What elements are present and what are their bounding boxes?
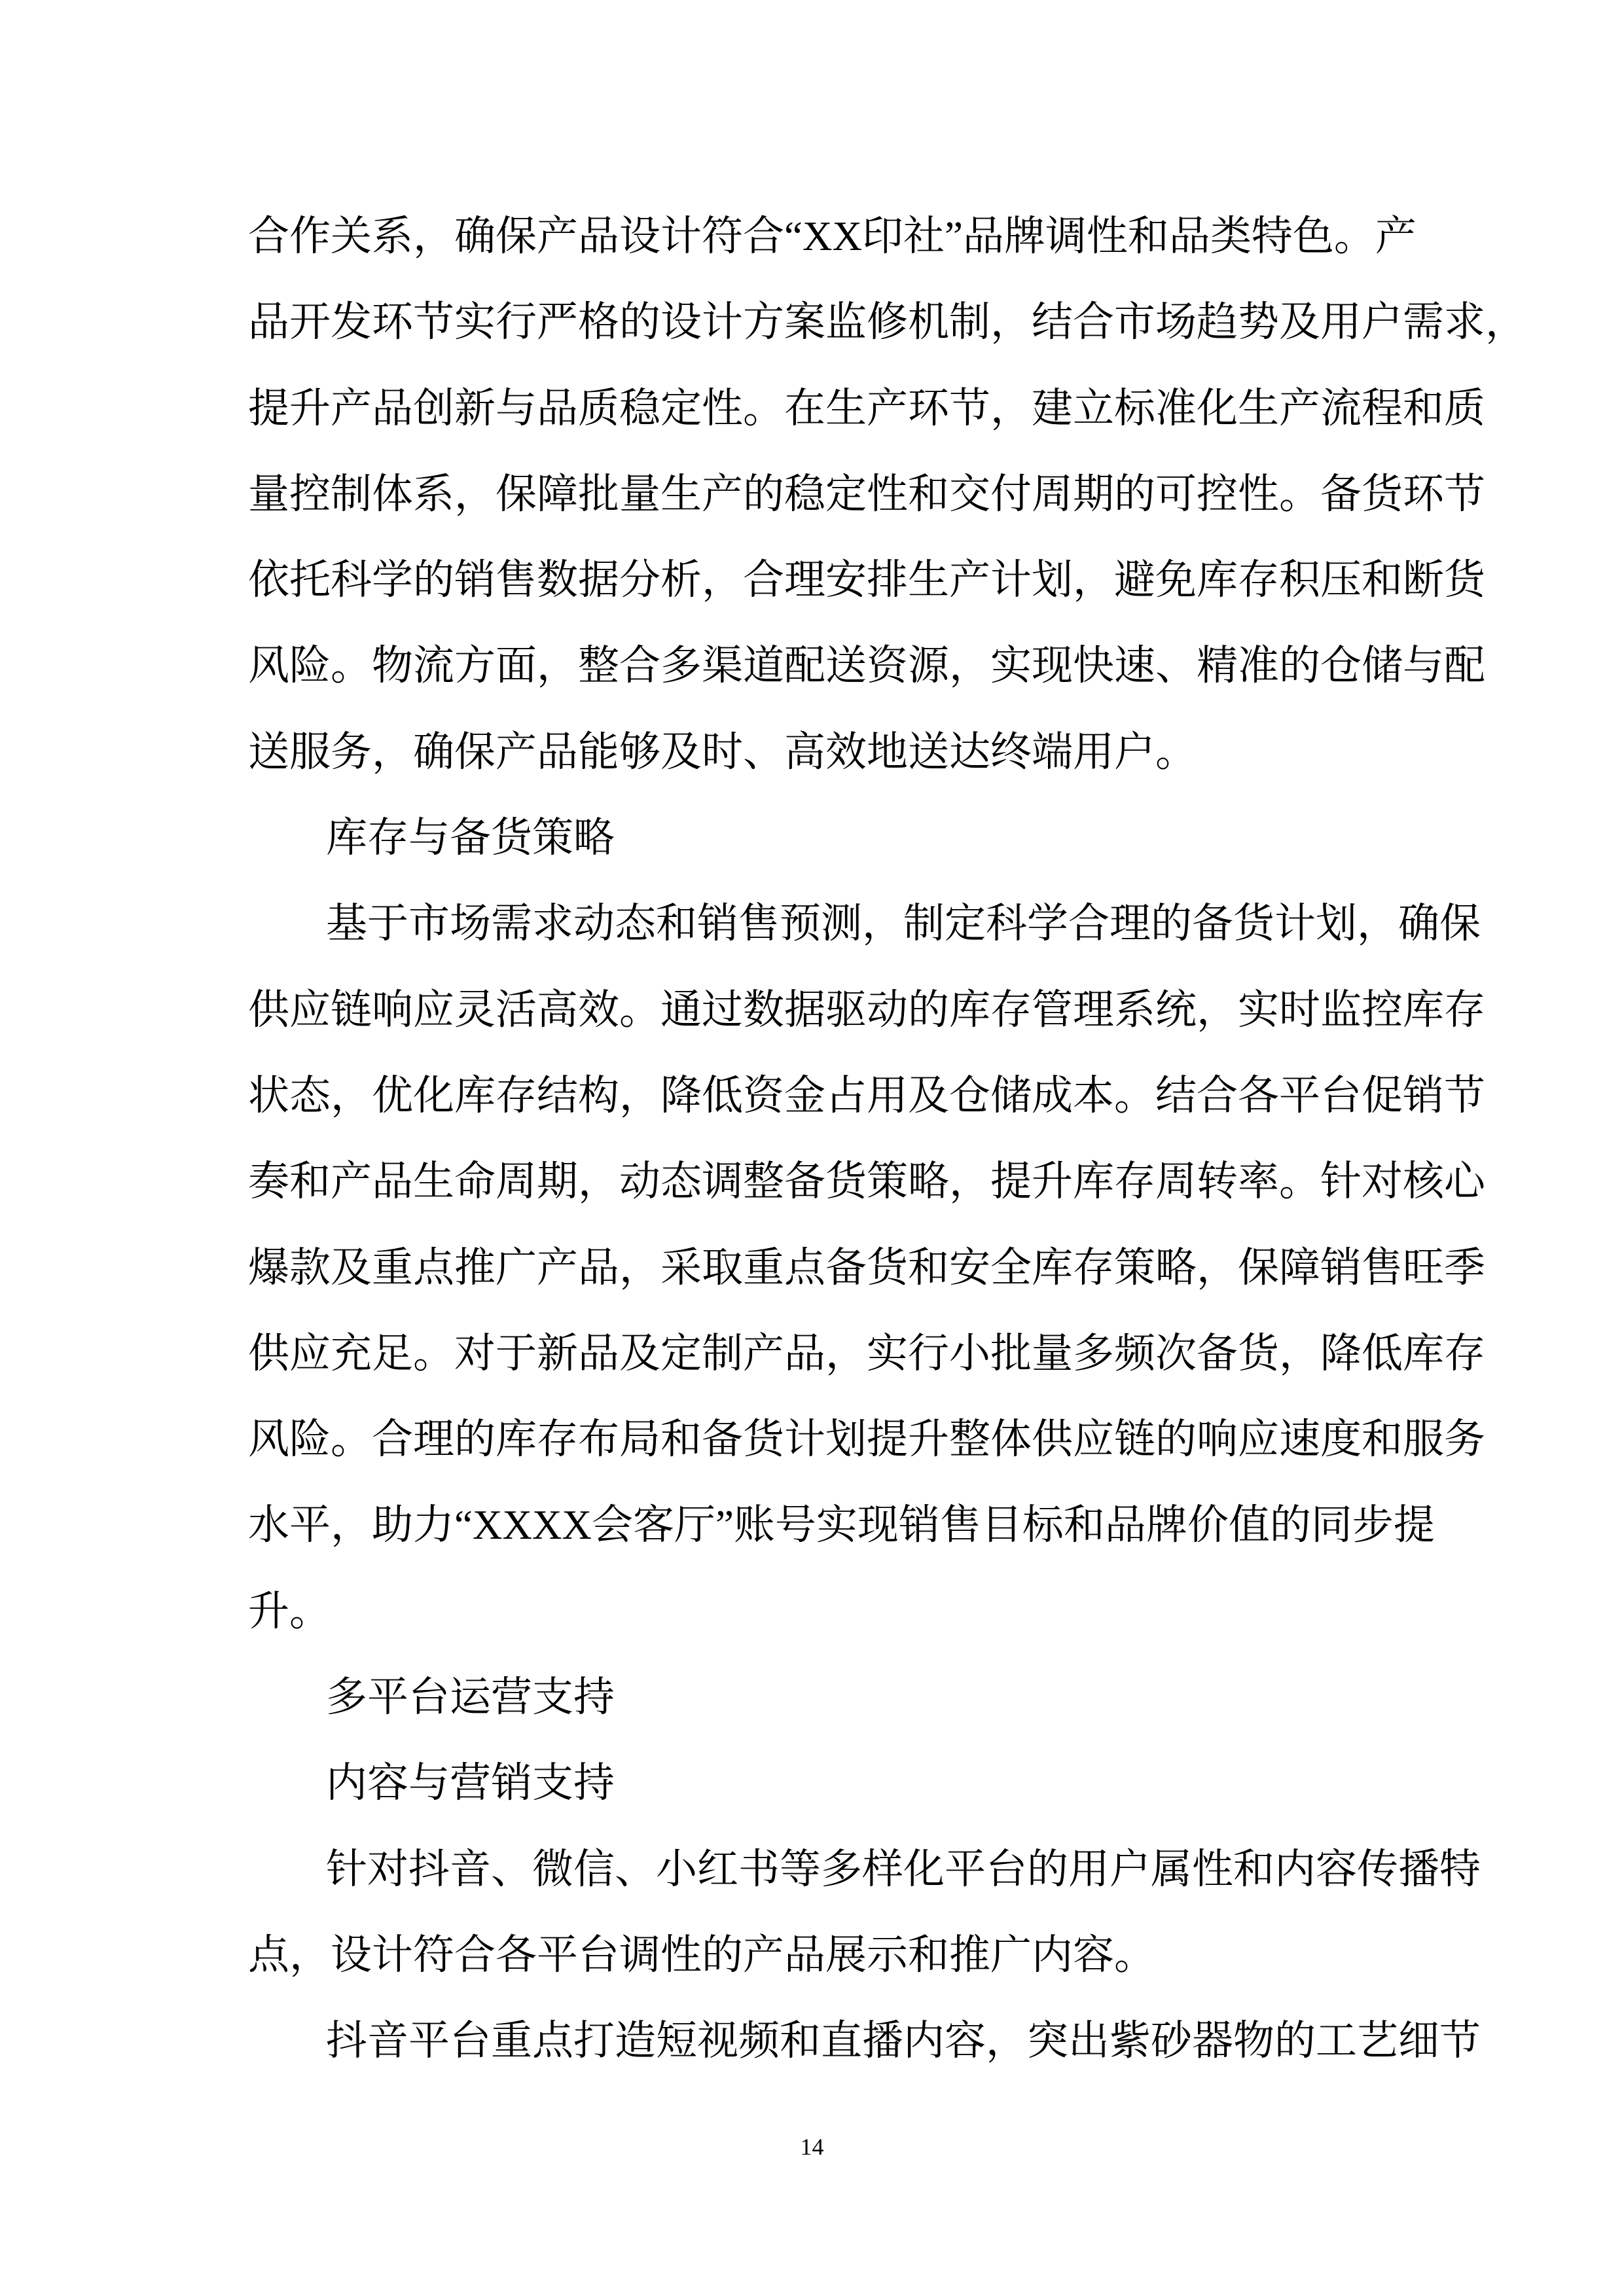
text-line: 爆款及重点推广产品，采取重点备货和安全库存策略，保障销售旺季 <box>248 1244 1485 1291</box>
section-heading: 库存与备货策略 <box>326 815 615 861</box>
document-body <box>248 194 1526 2085</box>
text-line: 针对抖音、微信、小红书等多样化平台的用户属性和内容传播特 <box>326 1846 1481 1892</box>
text-line: 量控制体系，保障批量生产的稳定性和交付周期的可控性。备货环节 <box>248 471 1485 517</box>
text-line: 状态，优化库存结构，降低资金占用及仓储成本。结合各平台促销节 <box>248 1072 1485 1119</box>
text-line: 提升产品创新与品质稳定性。在生产环节，建立标准化生产流程和质 <box>248 385 1485 431</box>
text-line: 供应链响应灵活高效。通过数据驱动的库存管理系统，实时监控库存 <box>248 986 1485 1033</box>
section-heading: 多平台运营支持 <box>326 1674 615 1721</box>
text-line: 供应充足。对于新品及定制产品，实行小批量多频次备货，降低库存 <box>248 1330 1485 1376</box>
text-line: 合作关系，确保产品设计符合“XX印社”品牌调性和品类特色。产 <box>248 213 1416 259</box>
text-line: 风险。合理的库存布局和备货计划提升整体供应链的响应速度和服务 <box>248 1416 1485 1463</box>
text-line: 风险。物流方面，整合多渠道配送资源，实现快速、精准的仓储与配 <box>248 643 1485 689</box>
text-line: 奏和产品生命周期，动态调整备货策略，提升库存周转率。针对核心 <box>248 1158 1485 1205</box>
page-number: 14 <box>800 2134 824 2160</box>
section-heading: 内容与营销支持 <box>326 1760 615 1806</box>
text-line: 依托科学的销售数据分析，合理安排生产计划，避免库存积压和断货 <box>248 557 1485 603</box>
text-line: 点，设计符合各平台调性的产品展示和推广内容。 <box>248 1931 1155 1978</box>
text-line: 品开发环节实行严格的设计方案监修机制，结合市场趋势及用户需求， <box>248 299 1526 346</box>
text-line: 送服务，确保产品能够及时、高效地送达终端用户。 <box>248 728 1197 775</box>
text-line: 基于市场需求动态和销售预测，制定科学合理的备货计划，确保 <box>326 901 1481 947</box>
text-line: 抖音平台重点打造短视频和直播内容，突出紫砂器物的工艺细节 <box>326 2018 1481 2064</box>
text-line: 升。 <box>248 1588 331 1634</box>
text-line: 水平，助力“XXXX会客厅”账号实现销售目标和品牌价值的同步提 <box>248 1502 1435 1549</box>
